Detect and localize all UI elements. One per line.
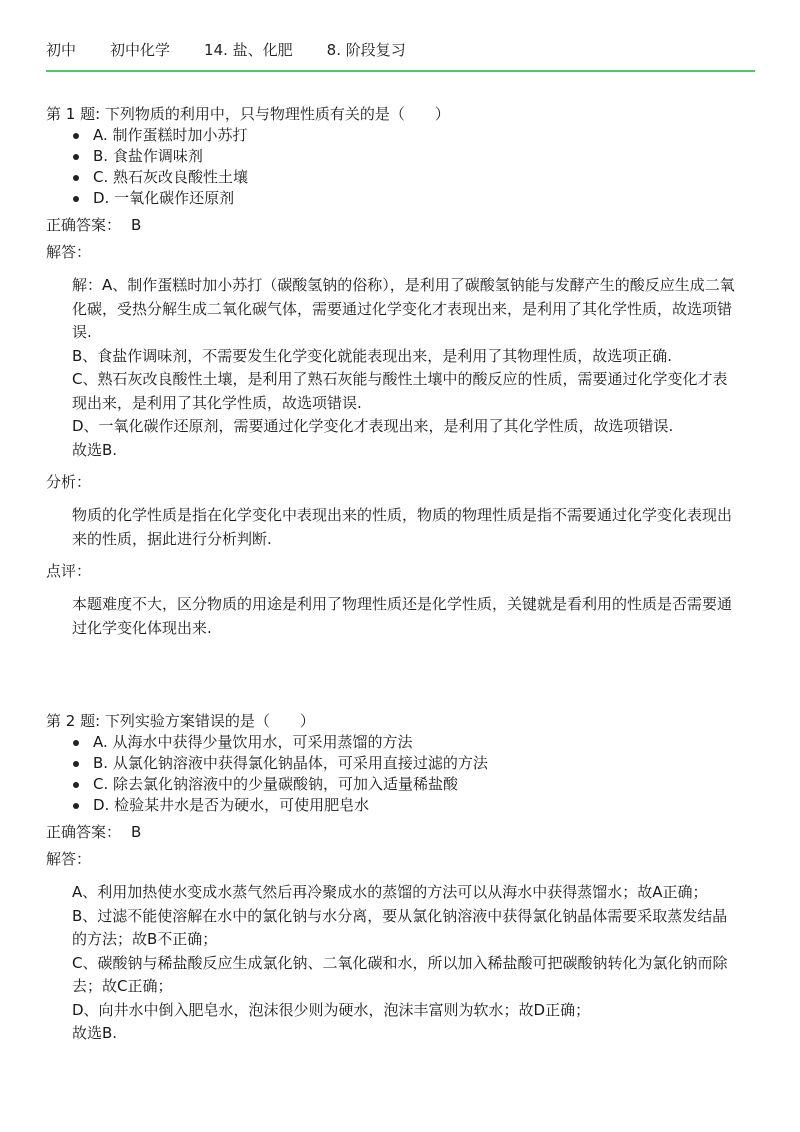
breadcrumb-subject[interactable]: 初中化学	[110, 41, 171, 59]
solution-line: C、碳酸钠与稀盐酸反应生成氯化钠、二氧化碳和水，所以加入稀盐酸可把碳酸钠转化为氯化钠而除去；故C正确；	[72, 953, 728, 995]
answer-label: 正确答案：	[46, 823, 122, 841]
question-title: 第 2 题: 下列实验方案错误的是（ ）	[46, 712, 315, 730]
comment-text	[72, 593, 737, 640]
option-b	[46, 753, 746, 774]
option-text: A. 从海水中获得少量饮用水，可采用蒸馏的方法	[93, 733, 413, 751]
option-c	[46, 774, 746, 795]
solution-line: B、过滤不能使溶解在水中的氯化钠与水分离，要从氯化钠溶液中获得氯化钠晶体需要采取蒸发结晶的方法；故B不正确；	[72, 906, 728, 948]
option-text: D. 检验某井水是否为硬水，可使用肥皂水	[93, 796, 370, 814]
option-b	[46, 146, 746, 167]
option-text: D. 一氧化碳作还原剂	[93, 189, 235, 207]
bullet-icon	[73, 133, 79, 139]
bullet-icon	[73, 154, 79, 160]
solution-line: D、向井水中倒入肥皂水，泡沫很少则为硬水，泡沫丰富则为软水；故D正确；	[72, 1000, 591, 1019]
breadcrumb-level[interactable]: 初中	[46, 41, 77, 59]
option-d	[46, 795, 746, 816]
solution-line: C、熟石灰改良酸性土壤，是利用了熟石灰能与酸性土壤中的酸反应的性质，需要通过化学变化才表现出来，是利用了其化学性质，故选项错误.	[72, 370, 728, 412]
option-text: A. 制作蛋糕时加小苏打	[93, 126, 248, 144]
bullet-icon	[73, 761, 79, 767]
answer-value: B	[131, 823, 142, 841]
solution-line: 故选B.	[72, 1024, 118, 1042]
option-text: C. 除去氯化钠溶液中的少量碳酸钠，可加入适量稀盐酸	[93, 775, 459, 793]
breadcrumb-chapter[interactable]: 14. 盐、化肥	[204, 41, 293, 59]
analysis-text	[72, 504, 737, 551]
analysis-label: 分析：	[46, 473, 92, 491]
breadcrumb	[46, 38, 754, 62]
bullet-icon	[73, 782, 79, 788]
bullet-icon	[73, 803, 79, 809]
comment-line: 本题难度不大，区分物质的用途是利用了物理性质还是化学性质，关键就是看利用的性质是否需要通过化学变化体现出来.	[72, 595, 733, 637]
solution-text	[72, 881, 737, 1046]
solution-label: 解答：	[46, 850, 92, 868]
option-text: B. 从氯化钠溶液中获得氯化钠晶体，可采用直接过滤的方法	[93, 754, 488, 772]
answer-label: 正确答案：	[46, 216, 122, 234]
bullet-icon	[73, 175, 79, 181]
solution-text	[72, 274, 737, 462]
bullet-icon	[73, 740, 79, 746]
correct-answer	[46, 822, 746, 843]
solution-line: 解：A、制作蛋糕时加小苏打（碳酸氢钠的俗称），是利用了碳酸氢钠能与发酵产生的酸反应生成二氧化碳，受热分解生成二氧化碳气体，需要通过化学变化才表现出来，是利用了其化学性质，故选项错误.	[72, 276, 735, 341]
option-list	[46, 732, 746, 816]
question-title: 第 1 题: 下列物质的利用中，只与物理性质有关的是（ ）	[46, 105, 450, 123]
correct-answer	[46, 215, 746, 236]
comment-label: 点评：	[46, 562, 92, 580]
option-a	[46, 732, 746, 753]
analysis-line: 物质的化学性质是指在化学变化中表现出来的性质，物质的物理性质是指不需要通过化学变化表现出来的性质，据此进行分析判断.	[72, 506, 733, 548]
solution-line: 故选B.	[72, 440, 118, 459]
answer-value: B	[131, 216, 142, 234]
solution-label: 解答：	[46, 243, 92, 261]
bullet-icon	[73, 196, 79, 202]
solution-line: B、食盐作调味剂，不需要发生化学变化就能表现出来，是利用了其物理性质，故选项正确.	[72, 346, 673, 365]
option-list	[46, 125, 746, 209]
option-c	[46, 167, 746, 188]
question-2	[46, 711, 746, 1046]
solution-line: A、利用加热使水变成水蒸气然后再冷聚成水的蒸馏的方法可以从海水中获得蒸馏水；故A正确；	[72, 883, 708, 901]
option-text: C. 熟石灰改良酸性土壤	[93, 168, 249, 186]
option-d	[46, 188, 746, 209]
header-divider	[46, 70, 755, 72]
question-1	[46, 104, 746, 640]
solution-line: D、一氧化碳作还原剂，需要通过化学变化才表现出来，是利用了其化学性质，故选项错误.	[72, 417, 674, 435]
breadcrumb-section[interactable]: 8. 阶段复习	[326, 41, 406, 59]
option-text: B. 食盐作调味剂	[93, 147, 203, 165]
option-a	[46, 125, 746, 146]
